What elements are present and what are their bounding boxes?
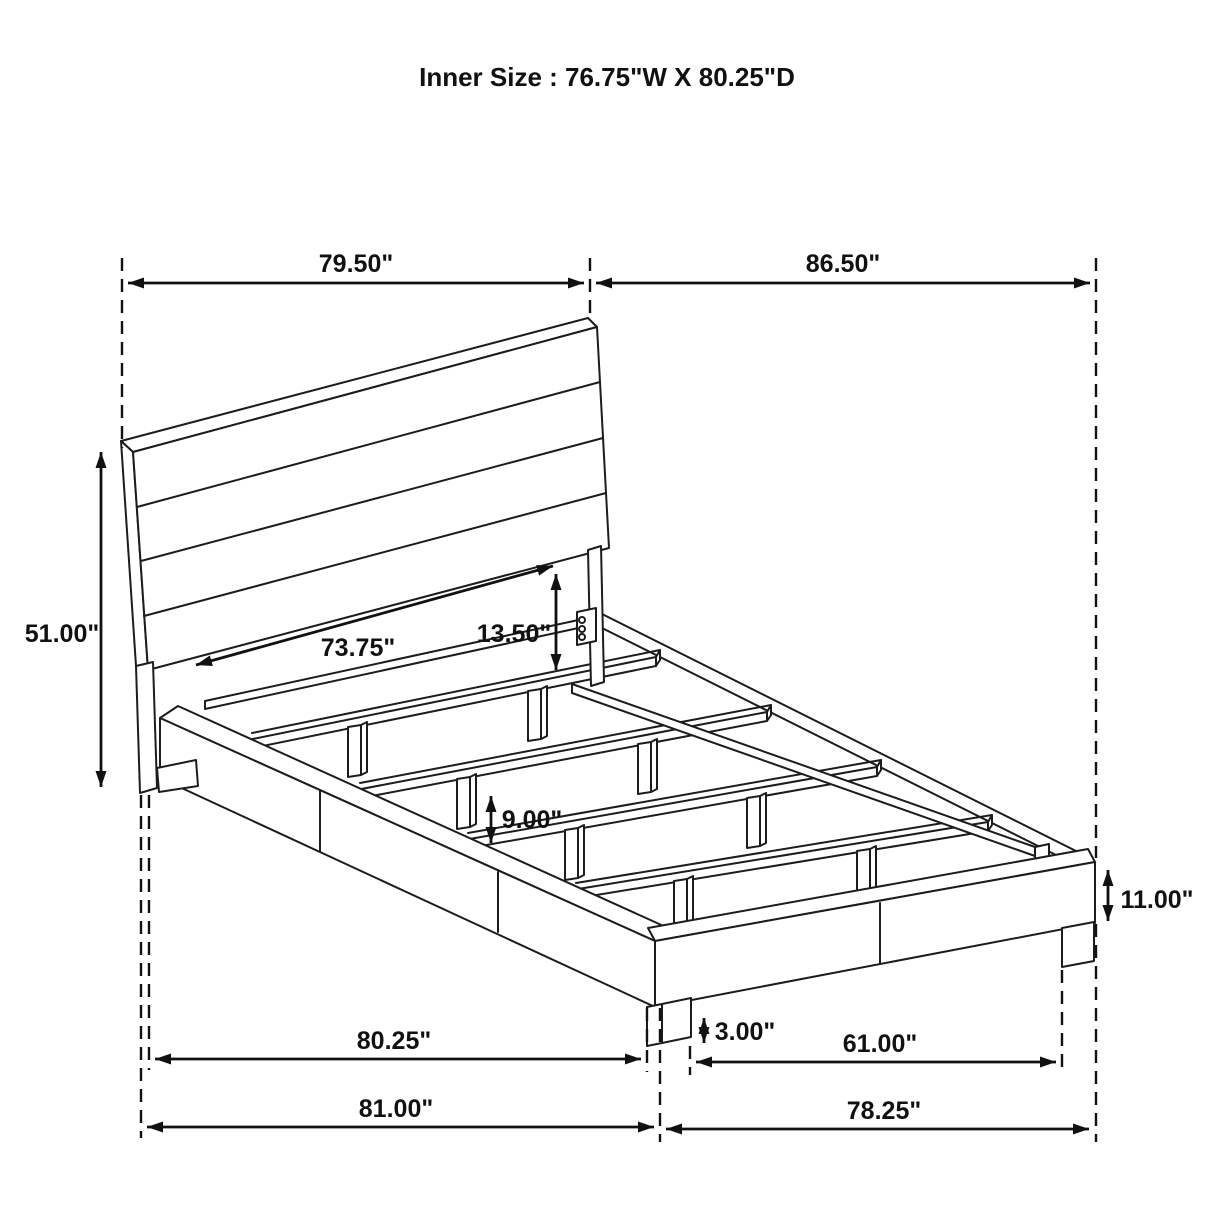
slat-leg bbox=[457, 774, 476, 829]
dim-overall-length bbox=[147, 1095, 654, 1127]
dimension-annotations bbox=[25, 250, 1194, 1129]
foot-leg-left bbox=[647, 998, 691, 1046]
dim-label: 80.25" bbox=[356, 1027, 432, 1055]
dim-label: 79.50" bbox=[318, 250, 394, 278]
dim-label: 3.00" bbox=[714, 1018, 776, 1046]
dim-label: 9.00" bbox=[501, 806, 563, 834]
page-title: Inner Size : 76.75"W X 80.25"D bbox=[419, 62, 795, 92]
bed-drawing bbox=[121, 318, 1095, 1046]
dim-label: 73.75" bbox=[320, 634, 396, 662]
dim-label: 78.25" bbox=[846, 1097, 922, 1125]
mounting-bracket bbox=[577, 608, 596, 645]
dim-overall-width bbox=[666, 1097, 1089, 1129]
slat-leg bbox=[565, 825, 584, 880]
dim-foot-leg-height bbox=[704, 1018, 775, 1046]
slat-leg bbox=[348, 722, 367, 777]
foot-leg-right bbox=[1062, 922, 1094, 967]
dim-frame-base-length bbox=[155, 1027, 641, 1059]
dim-label: 81.00" bbox=[358, 1095, 434, 1123]
slat-leg bbox=[747, 793, 766, 848]
dim-label: 13.50" bbox=[476, 620, 552, 648]
dim-label: 61.00" bbox=[842, 1030, 918, 1058]
dim-headboard-height bbox=[25, 452, 101, 787]
dim-label: 86.50" bbox=[805, 250, 881, 278]
dim-headboard-to-slat-gap bbox=[477, 574, 556, 670]
dim-label: 51.00" bbox=[24, 620, 100, 648]
dim-frame-side-height bbox=[1108, 870, 1194, 921]
slat-leg bbox=[638, 739, 657, 794]
dim-frame-length-top bbox=[596, 250, 1090, 283]
dim-headboard-width bbox=[128, 250, 584, 283]
slat bbox=[356, 705, 771, 799]
dim-label: 11.00" bbox=[1120, 886, 1194, 914]
slat-leg bbox=[528, 686, 547, 741]
